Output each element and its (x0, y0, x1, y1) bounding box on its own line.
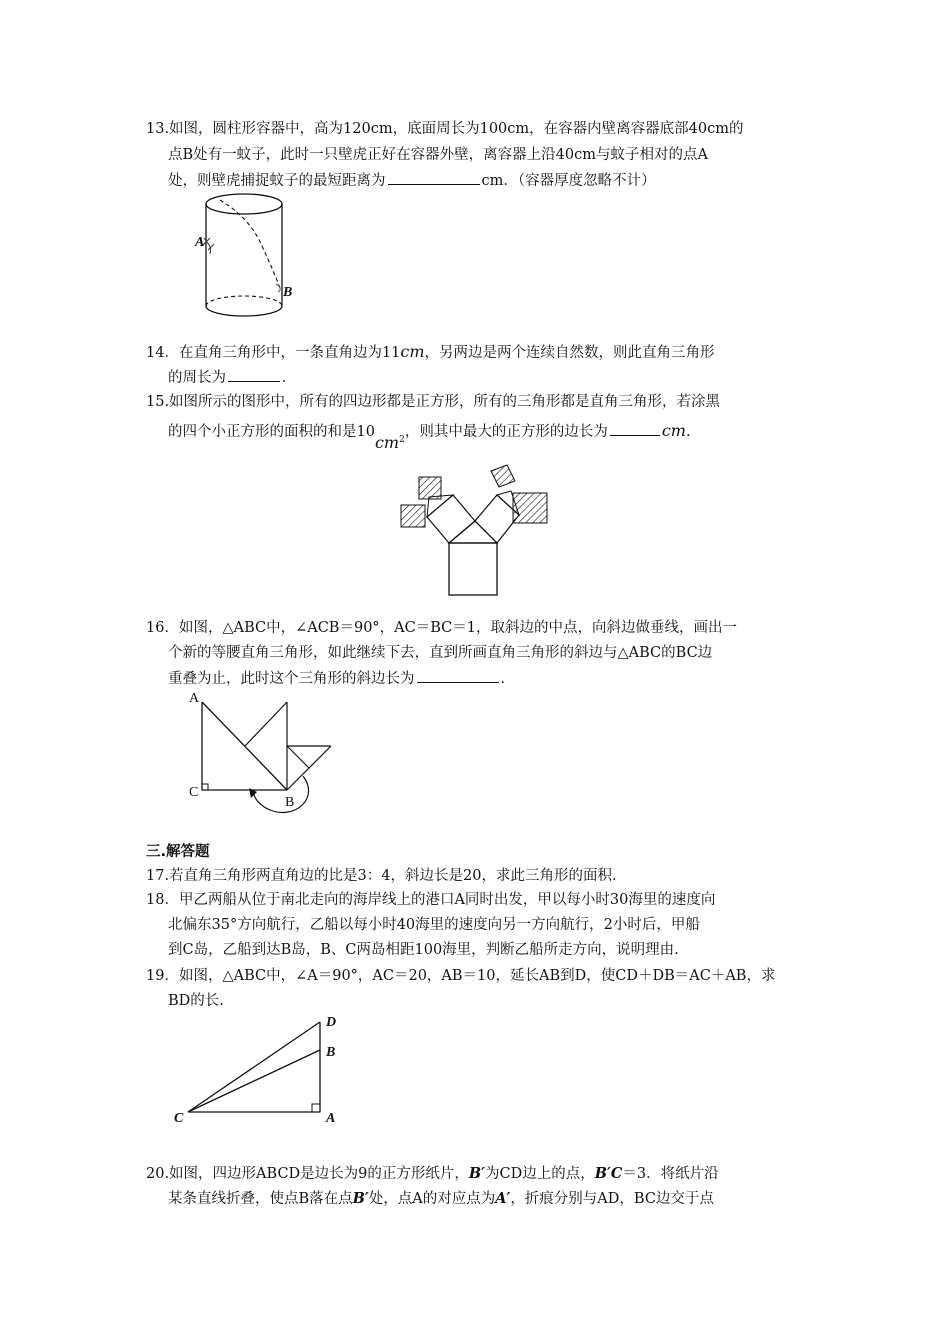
q20-line2-mid: 处，点A的对应点为 (368, 1191, 496, 1207)
q20-bprime: B′ (468, 1165, 485, 1182)
q13-answer-blank[interactable] (388, 170, 480, 185)
largest-square (449, 543, 497, 595)
q13-line3-text: 处，则壁虎捕捉蚊子的最短距离为 (168, 173, 386, 189)
q13-label-a: A (195, 235, 205, 250)
q19-label-c: C (174, 1111, 184, 1126)
q16-line3 (168, 668, 515, 689)
rotation-arrow (253, 776, 309, 812)
q15-answer-blank[interactable] (610, 421, 660, 436)
q14-line2-tail: ． (282, 370, 297, 386)
q14-line1 (146, 342, 715, 363)
shaded-square-4 (513, 493, 547, 523)
q18-line1: 18．甲乙两船从位于南北走向的海岸线上的港口A同时出发，甲以每小时30海里的速度向 (146, 892, 716, 908)
q15-unit-sq: cm (374, 432, 400, 452)
cylinder-top-ellipse (206, 194, 282, 214)
segment-cb (188, 1050, 320, 1112)
q13-line1: 13.如图，圆柱形容器中，高为120cm，底面周长为100cm，在容器内壁离容器底部40cm的 (146, 121, 744, 137)
q16-label-a: A (189, 691, 200, 706)
q16-line3-tail: ． (500, 671, 515, 687)
triangle-spiral-figure (185, 688, 345, 818)
q18-line2: 北偏东35°方向航行，乙船以每小时40海里的速度向另一方向航行，2小时后，甲船 (168, 917, 700, 933)
q20-line1-tail: ＝3．将纸片沿 (622, 1166, 719, 1182)
main-right-triangle (449, 521, 497, 543)
q19-label-a: A (326, 1111, 336, 1126)
q15-line2 (168, 418, 691, 452)
right-medium-square (475, 495, 519, 543)
q16-label-c: C (189, 785, 199, 800)
q20-line2-tail: ，折痕分别与AD，BC边交于点 (510, 1191, 714, 1207)
q14-line1-text: 14．在直角三角形中，一条直角边为11 (146, 345, 401, 361)
mosquito-icon (276, 284, 280, 292)
q19-label-b: B (326, 1045, 336, 1060)
q20-line1-mid: 为CD边上的点， (485, 1166, 595, 1182)
q15-unit-sup: 2 (399, 435, 405, 445)
section-title: 三.解答题 (146, 844, 210, 860)
q15-line1: 15.如图所示的图形中，所有的四边形都是正方形，所有的三角形都是直角三角形，若涂黑 (146, 394, 721, 410)
q19-line1: 19．如图，△ABC中，∠A＝90°，AC＝20，AB＝10，延长AB到D，使CD＋DB＝AC＋AB，求 (146, 968, 776, 984)
q20-line2-text: 某条直线折叠，使点B落在点 (168, 1191, 353, 1207)
iter3-leg (287, 746, 309, 768)
q18-line3: 到C岛，乙船到达B岛，B、C两岛相距100海里，判断乙船所走方向，说明理由. (168, 942, 679, 958)
shaded-square-1 (419, 477, 441, 499)
q20-bprime-2: B′ (352, 1190, 369, 1207)
shaded-square-3 (491, 465, 515, 487)
q13-line3-tail: cm．（容器厚度忽略不计） (481, 173, 656, 189)
segment-cd (188, 1022, 320, 1112)
q16-line2: 个新的等腰直角三角形，如此继续下去，直到所画直角三角形的斜边与△ABC的BC边 (168, 645, 713, 661)
q20-line2 (168, 1189, 714, 1209)
q16-line3-text: 重叠为止，此时这个三角形的斜边长为 (168, 671, 415, 687)
q15-line2-text: 的四个小正方形的面积的和是10 (168, 423, 375, 440)
shaded-square-2 (401, 505, 425, 527)
q14-line2 (168, 367, 297, 388)
q20-line1-text: 20.如图，四边形ABCD是边长为9的正方形纸片， (146, 1166, 469, 1182)
left-medium-square (427, 495, 475, 543)
q14-unit: cm (400, 342, 425, 361)
squares-tree-figure (395, 455, 555, 600)
q20-aprime: A′ (495, 1190, 511, 1207)
iter1-leg (245, 702, 287, 746)
q16-label-b: B (285, 795, 295, 810)
cylinder-bottom-front (206, 306, 282, 316)
q19-line2: BD的长. (168, 993, 224, 1009)
q19-label-d: D (326, 1015, 337, 1030)
cylinder-bottom-back (206, 296, 282, 306)
q15-end: . (685, 423, 691, 440)
q13-label-b: B (283, 285, 293, 300)
q14-answer-blank[interactable] (228, 367, 280, 382)
q17-line1: 17.若直角三角形两直角边的比是3：4，斜边长是20，求此三角形的面积. (146, 868, 617, 884)
q20-bprime-c: B′C (594, 1165, 623, 1182)
right-angle-mark-a (312, 1104, 320, 1112)
triangle-cda-figure (170, 1012, 350, 1132)
q16-answer-blank[interactable] (417, 668, 499, 683)
q15-unit: cm (661, 420, 686, 440)
q15-line2-mid: ，则其中最大的正方形的边长为 (404, 423, 608, 440)
q16-line1: 16．如图，△ABC中，∠ACB＝90°，AC＝BC＝1，取斜边的中点，向斜边做垂线，画出一 (146, 620, 737, 636)
q20-line1 (146, 1164, 719, 1184)
right-angle-mark-c (202, 784, 208, 790)
q13-line2: 点B处有一蚊子，此时一只壁虎正好在容器外壁，离容器上沿40cm与蚊子相对的点A (168, 147, 708, 163)
cylinder-figure (190, 188, 300, 323)
q14-line2-text: 的周长为 (168, 370, 226, 386)
q14-line1-tail: ，另两边是两个连续自然数，则此直角三角形 (424, 345, 715, 361)
